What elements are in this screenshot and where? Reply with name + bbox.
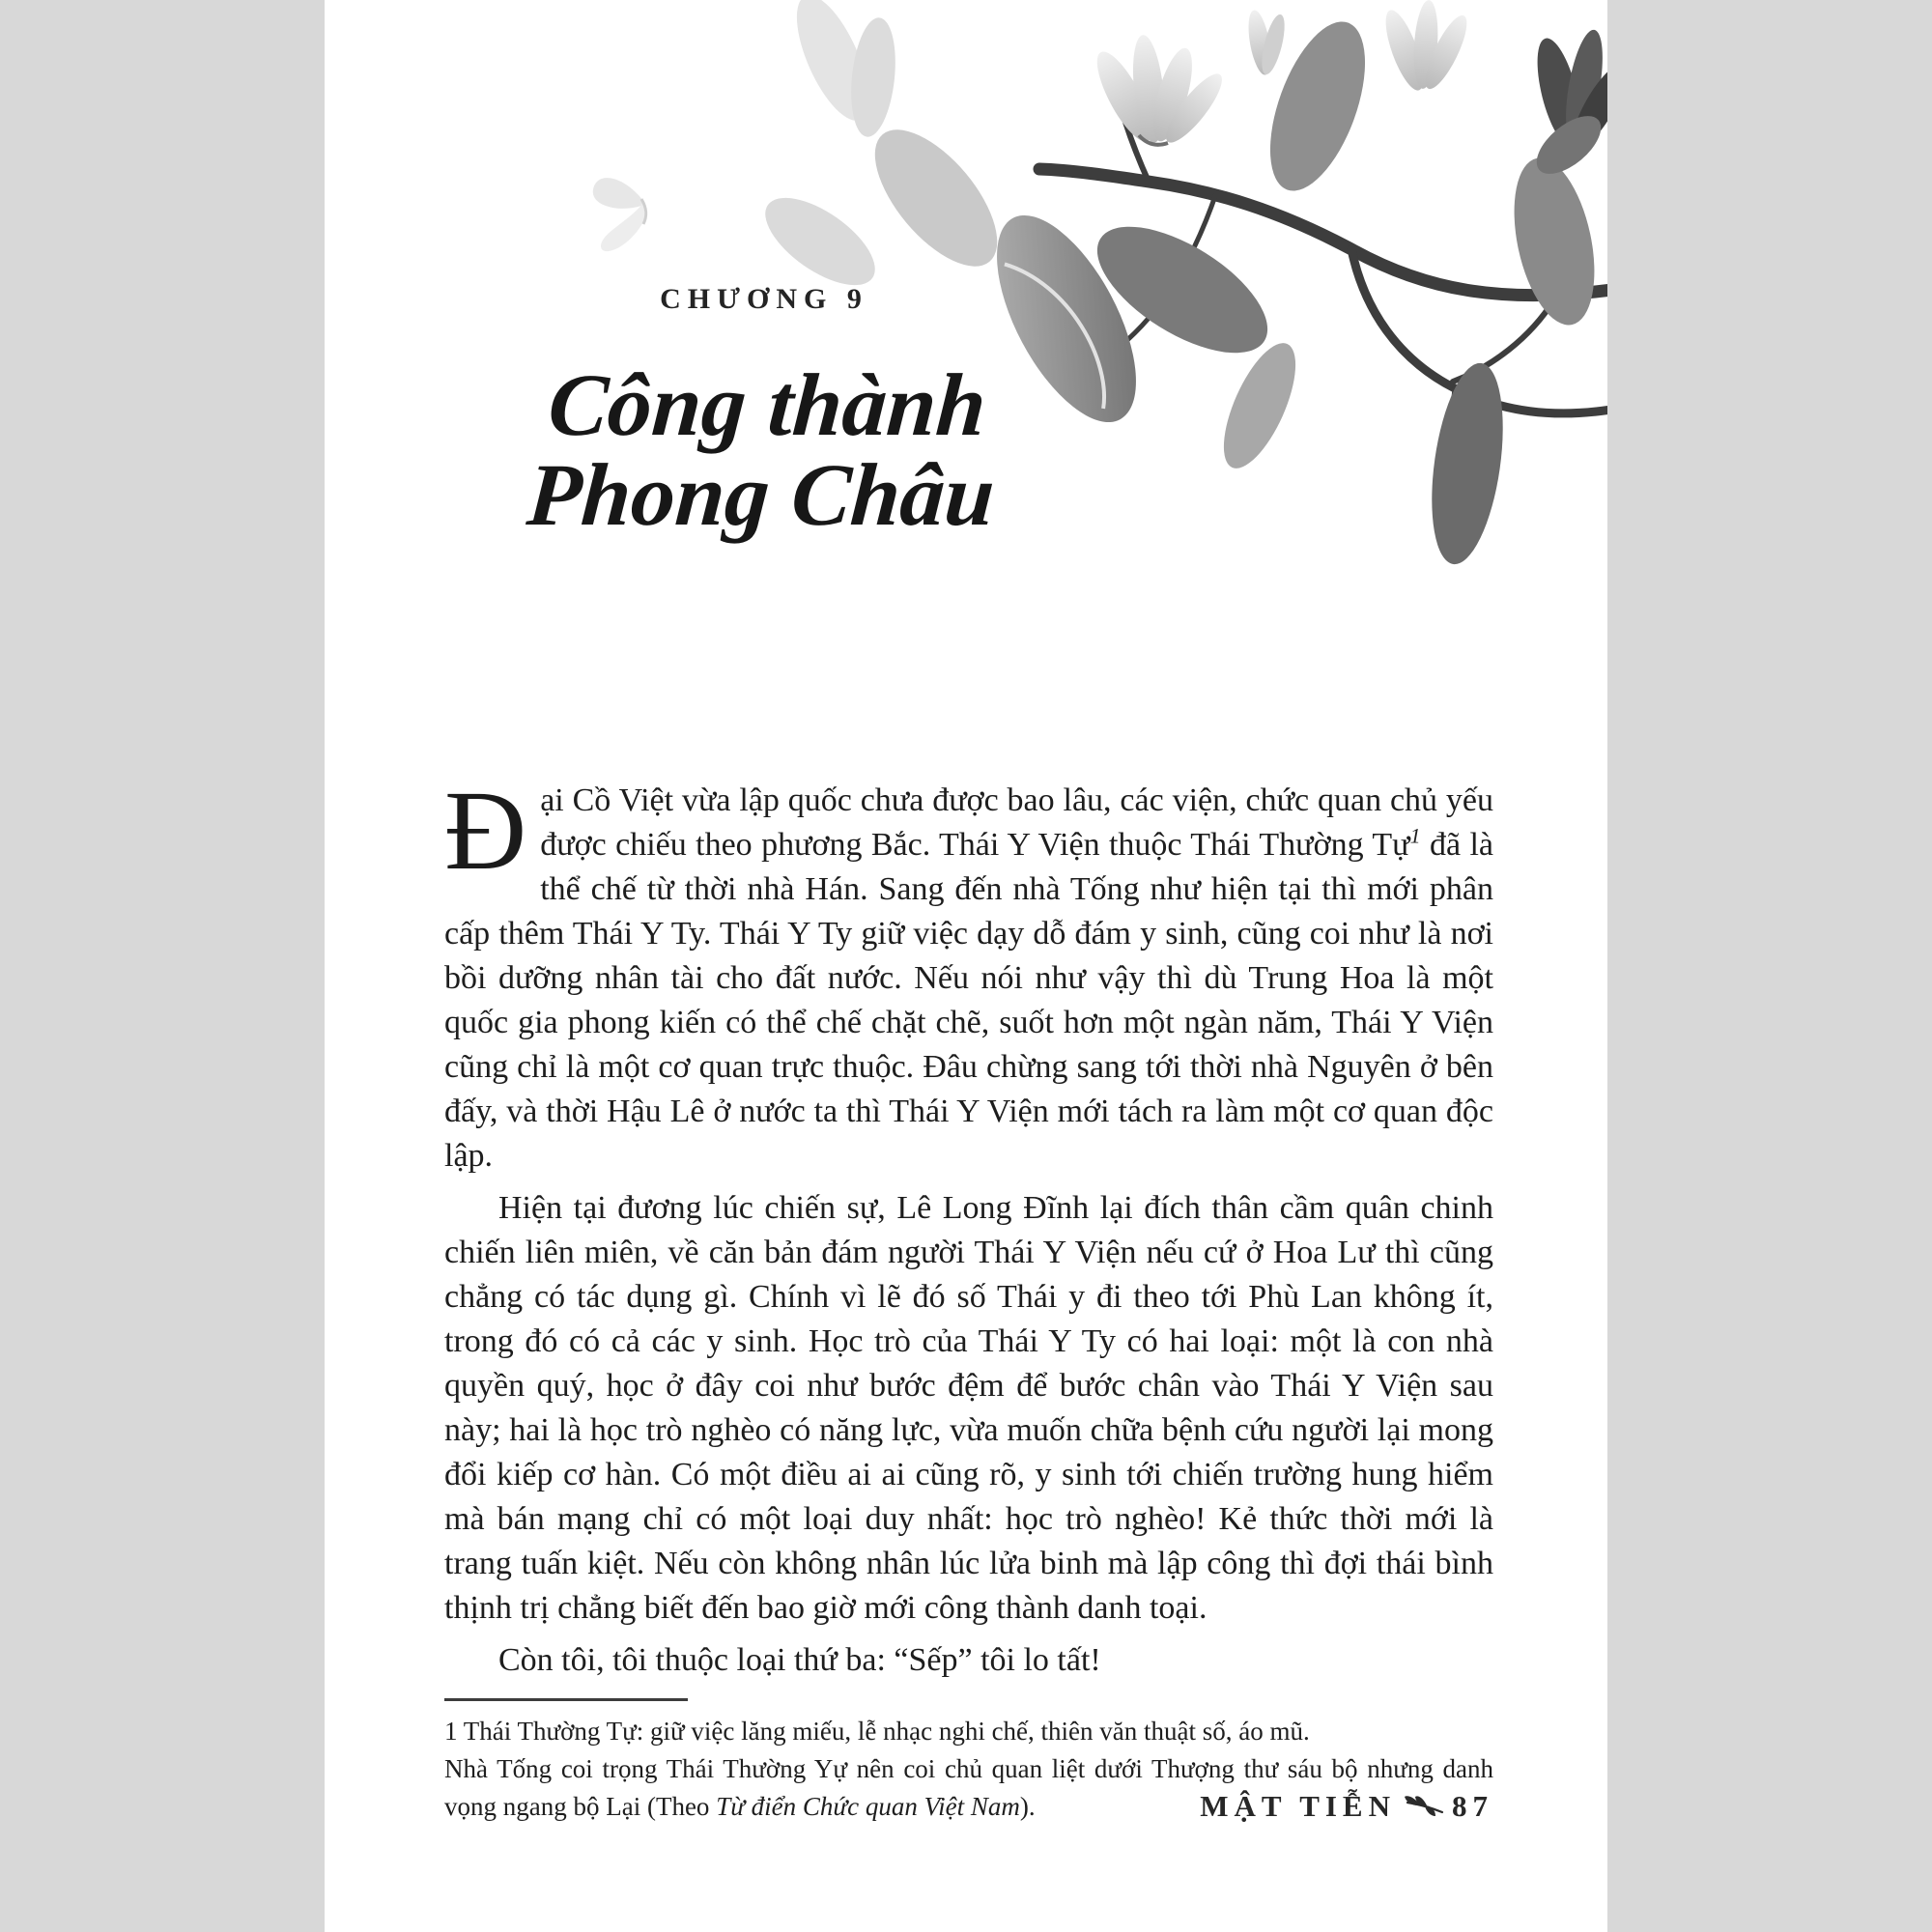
- paragraph-3: Còn tôi, tôi thuộc loại thứ ba: “Sếp” tôi lo tất!: [498, 1642, 1101, 1678]
- running-title: MẬT TIỄN: [1200, 1789, 1396, 1823]
- footnote-reference-1: 1: [1409, 823, 1421, 848]
- chapter-title: [325, 355, 1209, 544]
- footnote-line-2-text: Nhà Tống coi trọng Thái Thường Yự nên coi chủ quan liệt dưới Thượng thư sáu bộ nhưng danh vọng ngang bộ Lại (Theo: [444, 1754, 1493, 1821]
- footnote-line-2-suffix: ).: [1019, 1792, 1036, 1821]
- magnolia-flower: [1378, 0, 1474, 95]
- chapter-head: [325, 283, 1204, 544]
- paragraph-1-text-continued: đã là thể chế từ thời nhà Hán. Sang đến nhà Tống như hiện tại thì mới phân cấp thêm Thái Y Ty. Thái Y Ty giữ việc dạy dỗ đám y sinh, cũng coi như là nơi bồi dưỡng nhân tài cho đất nước. Nếu nói như vậy thì dù Trung Hoa là một quốc gia phong kiến có thể chế chặt chẽ, suốt hơn một ngàn năm, Thái Y Viện cũng chỉ là một cơ quan trực thuộc. Đâu chừng sang tới thời nhà Nguyên ở bên đấy, và thời Hậu Lê ở nước ta thì Thái Y Viện mới tách ra làm một cơ quan độc lập.: [444, 827, 1493, 1174]
- chapter-title-line2: Phong Châu: [524, 444, 998, 544]
- paragraph-1-text: ại Cồ Việt vừa lập quốc chưa được bao lâu, các viện, chức quan chủ yếu được chiếu theo phương Bắc. Thái Y Viện thuộc Thái Thường Tự: [540, 782, 1493, 863]
- footnote-book-reference: Từ điển Chức quan Việt Nam: [716, 1792, 1020, 1821]
- butterfly-icon: [593, 178, 646, 251]
- drop-cap: Đ: [444, 767, 527, 894]
- magnolia-flower: [1087, 34, 1230, 150]
- leaf-fleuron-icon: [1404, 1793, 1444, 1818]
- footnote-separator: [444, 1698, 688, 1701]
- body-text: [444, 767, 1493, 1826]
- footnote-line-1: 1 Thái Thường Tự: giữ việc lăng miếu, lễ nhạc nghi chế, thiên văn thuật số, áo mũ.: [444, 1717, 1310, 1746]
- page-number: 87: [1452, 1789, 1493, 1823]
- page-footer: [444, 1789, 1493, 1824]
- magnolia-bud: [1244, 9, 1289, 76]
- book-page: [325, 0, 1607, 1932]
- magnolia-flower-dark: [1527, 27, 1607, 185]
- chapter-title-line1: Công thành: [545, 355, 990, 454]
- paragraph-2: Hiện tại đương lúc chiến sự, Lê Long Đĩnh lại đích thân cầm quân chinh chiến liên miên, về căn bản đám người Thái Y Viện nếu cứ ở Hoa Lư thì cũng chẳng có tác dụng gì. Chính vì lẽ đó số Thái y đi theo tới Phù Lan không ít, trong đó có cả các y sinh. Học trò của Thái Y Ty có hai loại: một là con nhà quyền quý, học ở đây coi như bước đệm để bước chân vào Thái Y Viện sau này; hai là học trò nghèo có năng lực, vừa muốn chữa bệnh cứu người lại mong đổi kiếp cơ hàn. Có một điều ai ai cũng rõ, y sinh tới chiến trường hung hiểm mà bán mạng chỉ có một loại duy nhất: học trò nghèo! Kẻ thức thời mới là trang tuấn kiệt. Nếu còn không nhân lúc lửa binh mà lập công thì đợi thái bình thịnh trị chẳng biết đến bao giờ mới công thành danh toại.: [444, 1190, 1493, 1626]
- chapter-label: CHƯƠNG 9: [660, 283, 868, 315]
- paragraph-1: [444, 767, 1493, 1179]
